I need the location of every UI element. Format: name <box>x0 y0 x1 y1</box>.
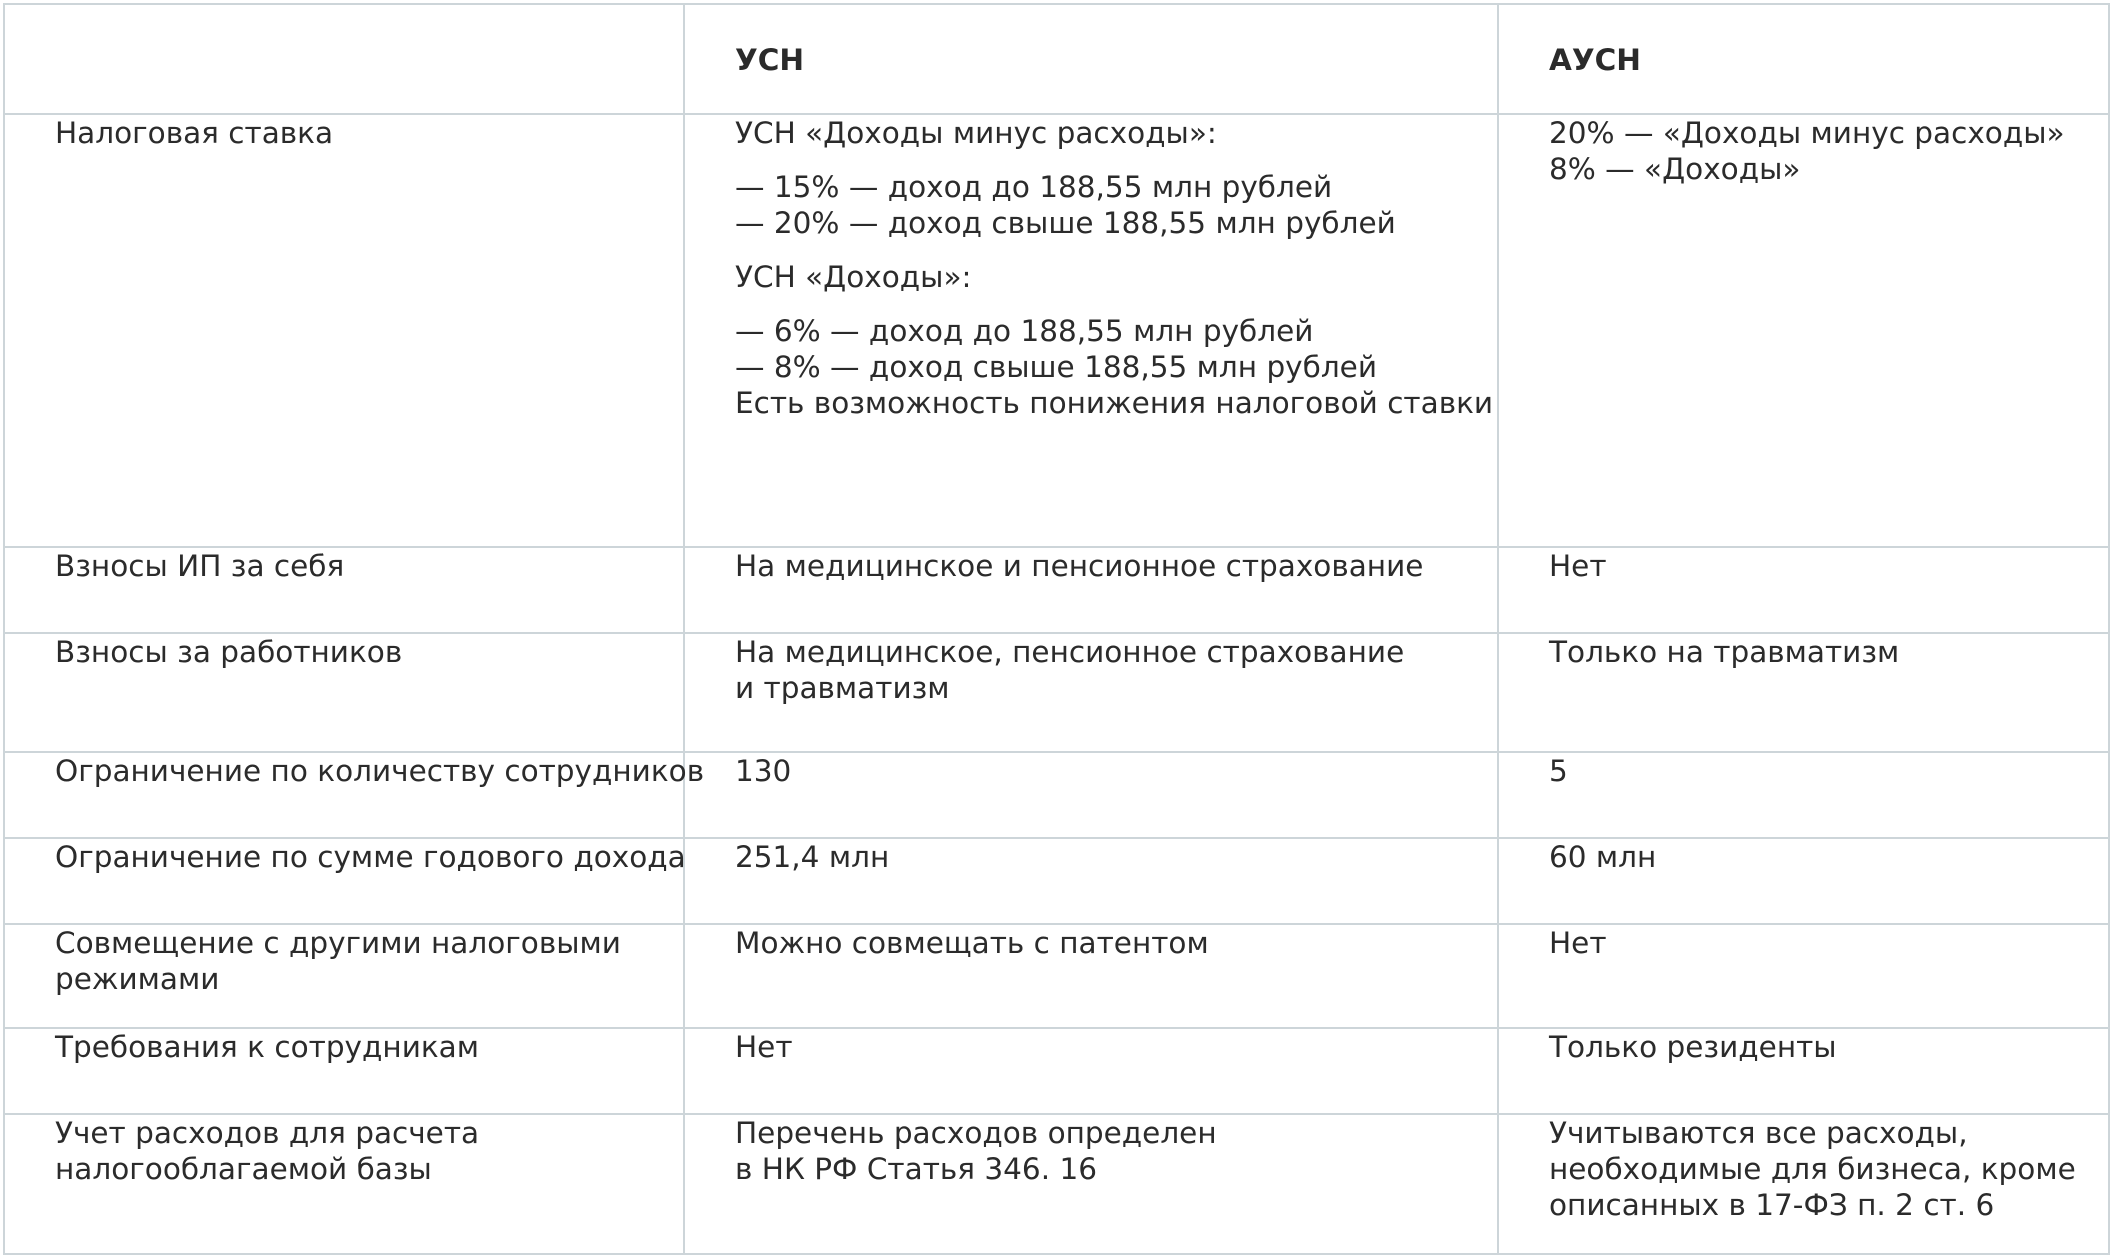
row-label-cell <box>4 633 684 752</box>
ausn-value: Только на травматизм <box>1549 635 1900 669</box>
ausn-cell <box>1498 633 2109 752</box>
ausn-cell <box>1498 838 2109 924</box>
usn-rate-note: Есть возможность понижения налоговой ставки <box>735 386 1494 420</box>
comparison-table <box>3 3 2110 1255</box>
row-label-cell <box>4 752 705 838</box>
ausn-value: Нет <box>1549 549 1607 583</box>
ausn-value-line: необходимые для бизнеса, кроме <box>1549 1152 2076 1186</box>
header-cell-usn: УСН <box>684 4 1498 114</box>
row-label: Требования к сотрудникам <box>55 1030 480 1064</box>
row-label-line: Учет расходов для расчета <box>55 1116 480 1150</box>
ausn-value: Только резиденты <box>1549 1030 1837 1064</box>
usn-rate-heading-1: УСН «Доходы минус расходы»: <box>735 116 1217 150</box>
ausn-value: 5 <box>1549 754 1568 788</box>
ausn-value-line: Учитываются все расходы, <box>1549 1116 1968 1150</box>
row-label-cell <box>4 114 684 547</box>
usn-rate-line: — 6% — доход до 188,55 млн рублей <box>735 314 1314 348</box>
usn-value-line: в НК РФ Статья 346. 16 <box>735 1152 1097 1186</box>
table-row <box>4 924 2109 1028</box>
row-label-cell <box>4 547 684 633</box>
row-label-cell <box>4 924 684 1028</box>
ausn-cell <box>1498 924 2109 1028</box>
usn-value: 130 <box>735 754 792 788</box>
usn-value: Можно совмещать с патентом <box>735 926 1209 960</box>
ausn-rate-line: 20% — «Доходы минус расходы» <box>1549 116 2065 150</box>
usn-rate-heading-2: УСН «Доходы»: <box>735 260 972 294</box>
row-label-line: режимами <box>55 962 220 996</box>
ausn-value-line: описанных в 17-ФЗ п. 2 ст. 6 <box>1549 1188 1995 1222</box>
ausn-value: 60 млн <box>1549 840 1657 874</box>
usn-cell <box>684 752 1498 838</box>
row-label-cell <box>4 1028 684 1114</box>
table-row <box>4 547 2109 633</box>
usn-cell <box>684 547 1498 633</box>
row-label: Налоговая ставка <box>55 116 334 150</box>
table-row <box>4 633 2109 752</box>
row-label-line: налогооблагаемой базы <box>55 1152 432 1186</box>
table-row <box>4 114 2109 547</box>
row-label: Взносы ИП за себя <box>55 549 345 583</box>
ausn-value: Нет <box>1549 926 1607 960</box>
usn-rate-line: — 8% — доход свыше 188,55 млн рублей <box>735 350 1377 384</box>
usn-cell <box>684 838 1498 924</box>
usn-value-line: На медицинское, пенсионное страхование <box>735 635 1405 669</box>
row-label: Ограничение по количеству сотрудников <box>55 754 705 788</box>
table-header-row <box>4 4 2109 114</box>
usn-value: Нет <box>735 1030 793 1064</box>
ausn-cell <box>1498 114 2109 547</box>
ausn-cell <box>1498 547 2109 633</box>
usn-value-line: и травматизм <box>735 671 950 705</box>
usn-rate-line: — 15% — доход до 188,55 млн рублей <box>735 170 1333 204</box>
row-label-cell <box>4 838 684 924</box>
usn-value: На медицинское и пенсионное страхование <box>735 549 1424 583</box>
usn-rate-line: — 20% — доход свыше 188,55 млн рублей <box>735 206 1396 240</box>
ausn-cell <box>1498 1028 2109 1114</box>
usn-cell <box>684 1028 1498 1114</box>
row-label: Ограничение по сумме годового дохода <box>55 840 686 874</box>
usn-cell <box>684 114 1498 547</box>
row-label-line: Совмещение с другими налоговыми <box>55 926 621 960</box>
ausn-rate-line: 8% — «Доходы» <box>1549 152 1801 186</box>
header-cell-ausn: АУСН <box>1498 4 2109 114</box>
table-row <box>4 838 2109 924</box>
usn-cell <box>684 633 1498 752</box>
row-label-cell <box>4 1114 684 1254</box>
table-row <box>4 752 2109 838</box>
table-row <box>4 1114 2109 1254</box>
header-cell-empty <box>4 4 684 114</box>
usn-value: 251,4 млн <box>735 840 890 874</box>
usn-cell <box>684 1114 1498 1254</box>
usn-cell <box>684 924 1498 1028</box>
ausn-cell <box>1498 752 2109 838</box>
usn-value-line: Перечень расходов определен <box>735 1116 1217 1150</box>
row-label: Взносы за работников <box>55 635 403 669</box>
ausn-cell <box>1498 1114 2109 1254</box>
table-row <box>4 1028 2109 1114</box>
